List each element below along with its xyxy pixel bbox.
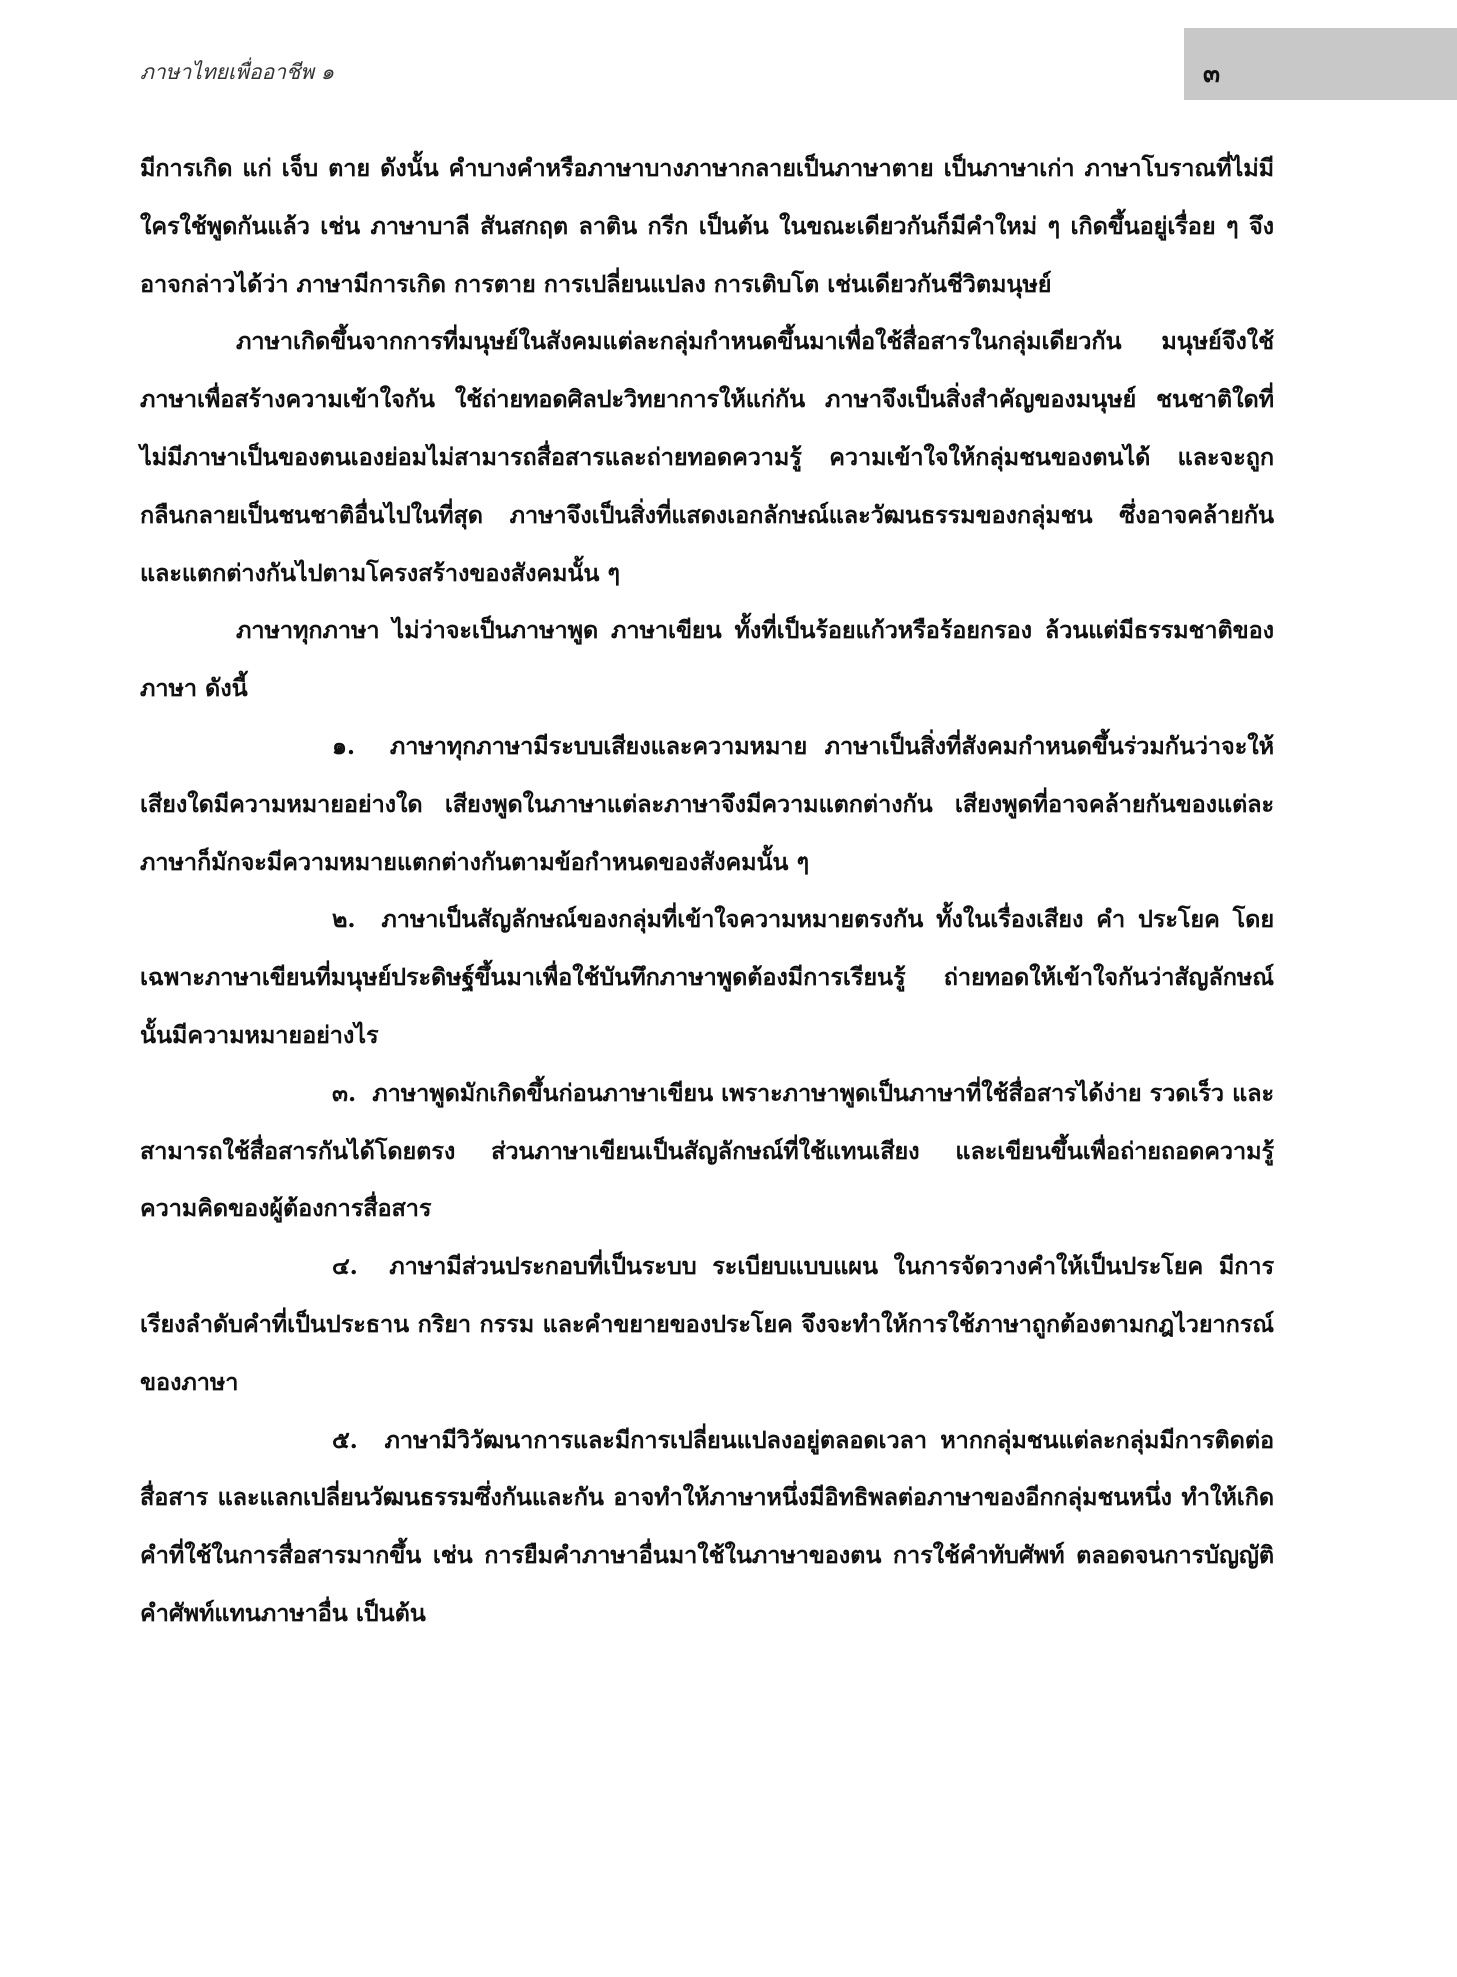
list-item-number: ๔. xyxy=(332,1252,358,1281)
paragraph-3: ภาษาทุกภาษา ไม่ว่าจะเป็นภาษาพูด ภาษาเขียน ทั้งที่เป็นร้อยแก้วหรือร้อยกรอง ล้วนแต่มีธรรมชาติของภาษา ดังนี้ xyxy=(140,616,1274,703)
running-title: ภาษาไทยเพื่ออาชีพ ๑ xyxy=(140,60,335,84)
list-item-number: ๒. xyxy=(332,905,356,934)
list-item-2 xyxy=(140,891,1274,1064)
page-header xyxy=(0,0,1457,100)
body-text xyxy=(140,140,1274,1643)
list-item-number: ๕. xyxy=(332,1425,358,1454)
list-item-3 xyxy=(140,1065,1274,1238)
paragraph-1: มีการเกิด แก่ เจ็บ ตาย ดังนั้น คำบางคำหรือภาษาบางภาษากลายเป็นภาษาตาย เป็นภาษาเก่า ภาษาโบราณที่ไม่มีใครใช้พูดกันแล้ว เช่น ภาษาบาลี สันสกฤต ลาติน กรีก เป็นต้น ในขณะเดียวกันก็มีคำใหม่ ๆ เกิดขึ้นอยู่เรื่อย ๆ จึงอาจกล่าวได้ว่า ภาษามีการเกิด การตาย การเปลี่ยนแปลง การเติบโต เช่นเดียวกันชีวิตมนุษย์ xyxy=(140,154,1274,298)
page-number-box xyxy=(1184,28,1457,100)
list-item-text: ภาษามีส่วนประกอบที่เป็นระบบ ระเบียบแบบแผน ในการจัดวางคำให้เป็นประโยค มีการเรียงลำดับคำที่เป็นประธาน กริยา กรรม และคำขยายของประโยค จึงจะทำให้การใช้ภาษาถูกต้องตามกฎไวยากรณ์ของภาษา xyxy=(140,1252,1274,1396)
list-item-text: ภาษาเป็นสัญลักษณ์ของกลุ่มที่เข้าใจความหมายตรงกัน ทั้งในเรื่องเสียง คำ ประโยค โดยเฉพาะภาษาเขียนที่มนุษย์ประดิษฐ์ขึ้นมาเพื่อใช้บันทึกภาษาพูดต้องมีการเรียนรู้ ถ่ายทอดให้เข้าใจกันว่าสัญลักษณ์นั้นมีความหมายอย่างไร xyxy=(140,905,1274,1049)
list-item-number: ๓. xyxy=(332,1078,357,1107)
list-item-number: ๑. xyxy=(332,731,355,760)
paragraph-2: ภาษาเกิดขึ้นจากการที่มนุษย์ในสังคมแต่ละกลุ่มกำหนดขึ้นมาเพื่อใช้สื่อสารในกลุ่มเดียวกัน มนุษย์จึงใช้ภาษาเพื่อสร้างความเข้าใจกัน ใช้ถ่ายทอดศิลปะวิทยาการให้แก่กัน ภาษาจึงเป็นสิ่งสำคัญของมนุษย์ ชนชาติใดที่ไม่มีภาษาเป็นของตนเองย่อมไม่สามารถสื่อสารและถ่ายทอดความรู้ ความเข้าใจให้กลุ่มชนของตนได้ และจะถูกกลืนกลายเป็นชนชาติอื่นไปในที่สุด ภาษาจึงเป็นสิ่งที่แสดงเอกลักษณ์และวัฒนธรรมของกลุ่มชน ซึ่งอาจคล้ายกันและแตกต่างกันไปตามโครงสร้างของสังคมนั้น ๆ xyxy=(140,327,1274,587)
list-item-1 xyxy=(140,718,1274,891)
list-item-text: ภาษาพูดมักเกิดขึ้นก่อนภาษาเขียน เพราะภาษาพูดเป็นภาษาที่ใช้สื่อสารได้ง่าย รวดเร็ว และสามารถใช้สื่อสารกันได้โดยตรง ส่วนภาษาเขียนเป็นสัญลักษณ์ที่ใช้แทนเสียง และเขียนขึ้นเพื่อถ่ายถอดความรู้ความคิดของผู้ต้องการสื่อสาร xyxy=(140,1078,1274,1223)
list-item-text: ภาษามีวิวัฒนาการและมีการเปลี่ยนแปลงอยู่ตลอดเวลา หากกลุ่มชนแต่ละกลุ่มมีการติดต่อสื่อสาร และแลกเปลี่ยนวัฒนธรรมซึ่งกันและกัน อาจทำให้ภาษาหนึ่งมีอิทธิพลต่อภาษาของอีกกลุ่มชนหนึ่ง ทำให้เกิดคำที่ใช้ในการสื่อสารมากขึ้น เช่น การยืมคำภาษาอื่นมาใช้ในภาษาของตน การใช้คำทับศัพท์ ตลอดจนการบัญญัติคำศัพท์แทนภาษาอื่น เป็นต้น xyxy=(140,1425,1275,1627)
page-number: ๓ xyxy=(1203,59,1221,88)
list-item-5 xyxy=(140,1412,1274,1643)
list-item-4 xyxy=(140,1238,1274,1411)
list-item-text: ภาษาทุกภาษามีระบบเสียงและความหมาย ภาษาเป็นสิ่งที่สังคมกำหนดขึ้นร่วมกันว่าจะให้เสียงใดมีความหมายอย่างใด เสียงพูดในภาษาแต่ละภาษาจึงมีความแตกต่างกัน เสียงพูดที่อาจคล้ายกันของแต่ละภาษาก็มักจะมีความหมายแตกต่างกันตามข้อกำหนดของสังคมนั้น ๆ xyxy=(140,731,1274,876)
